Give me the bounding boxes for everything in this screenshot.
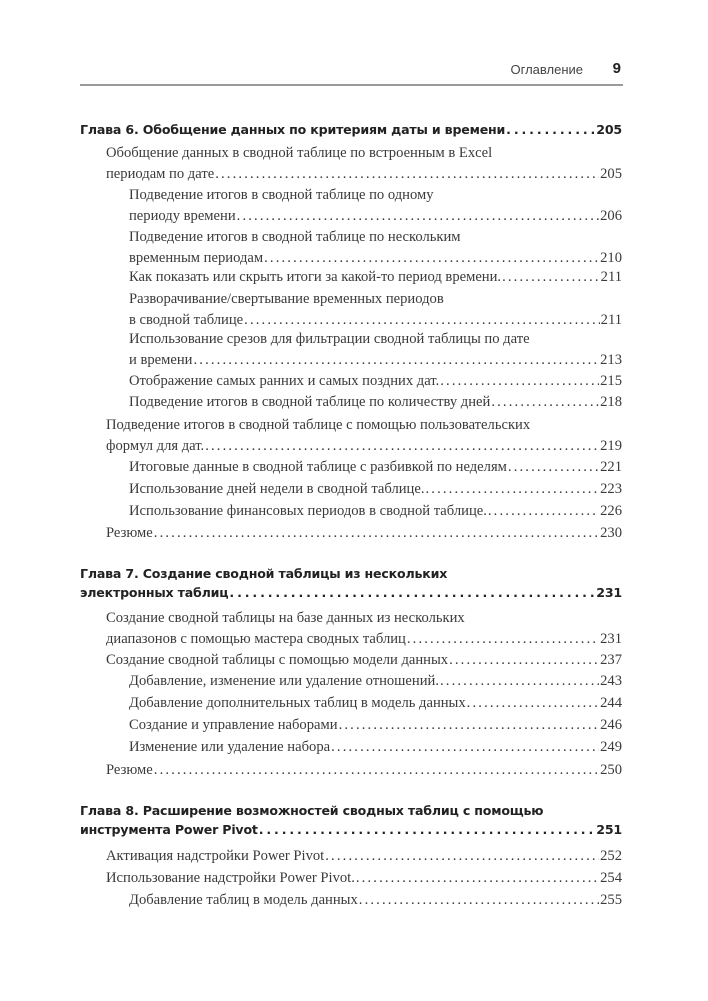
toc-page-number: 255 <box>600 892 622 908</box>
toc-entry-line <box>129 185 622 206</box>
dot-leader <box>440 371 599 392</box>
toc-entry-line <box>129 479 622 500</box>
toc-entry-title: Глава 8. Расширение возможностей сводных таблиц с помощью <box>80 803 544 818</box>
dot-leader <box>440 671 599 692</box>
toc-entry-title: временным периодам <box>129 249 264 266</box>
toc-entry-line <box>80 564 622 583</box>
toc-entry-title: формул для дат. <box>106 437 205 454</box>
toc-entry-title: Глава 6. Обобщение данных по критериям даты и времени <box>80 122 506 137</box>
dot-leader <box>229 583 595 602</box>
toc-entry-title: Резюме <box>106 762 153 778</box>
toc-entry-title: Подведение итогов в сводной таблице с помощью пользовательских <box>106 417 531 433</box>
toc-entry-line <box>106 436 622 457</box>
toc-entry-line <box>106 868 622 889</box>
toc-entry-line <box>129 248 622 269</box>
toc-page-number: 218 <box>600 394 622 410</box>
toc-entry-title: инструмента Power Pivot <box>80 822 258 837</box>
toc-entry-title: Использование финансовых периодов в сводной таблице. <box>129 503 487 519</box>
dot-leader <box>259 820 596 839</box>
toc-entry[interactable] <box>106 846 622 867</box>
toc-page-number: 231 <box>600 630 622 647</box>
header-title: Оглавление <box>510 62 583 77</box>
toc-entry-title: Резюме <box>106 525 153 541</box>
toc-page-number: 205 <box>600 165 622 182</box>
toc-entry-line <box>106 608 622 629</box>
toc-entry-line <box>106 523 622 544</box>
toc-page-number: 223 <box>600 481 622 497</box>
toc-entry[interactable] <box>129 185 622 226</box>
dot-leader <box>215 164 599 185</box>
toc-entry-line <box>106 415 622 436</box>
toc-page-number: 205 <box>596 122 622 137</box>
toc-entry-title: Активация надстройки Power Pivot <box>106 848 325 864</box>
toc-entry-title: Изменение или удаление набора <box>129 739 331 755</box>
toc-page-number: 206 <box>600 207 622 224</box>
toc-entry-title: диапазонов с помощью мастера сводных таблиц <box>106 630 406 647</box>
toc-page-number: 226 <box>600 503 622 519</box>
dot-leader <box>467 693 599 714</box>
toc-entry-line <box>106 760 622 781</box>
toc-entry[interactable] <box>129 715 622 736</box>
toc-entry[interactable] <box>106 143 622 184</box>
toc-chapter[interactable] <box>80 801 622 839</box>
toc-entry-title: Подведение итогов в сводной таблице по количеству дней <box>129 394 491 410</box>
dot-leader <box>325 846 599 867</box>
toc-page-number: 251 <box>596 822 622 837</box>
toc-entry-line <box>129 371 622 392</box>
dot-leader <box>193 350 599 371</box>
toc-entry[interactable] <box>106 523 622 544</box>
dot-leader <box>506 120 595 139</box>
dot-leader <box>502 267 600 288</box>
toc-entry[interactable] <box>129 457 622 478</box>
toc-entry-title: Отображение самых ранних и самых поздних дат. <box>129 373 440 389</box>
toc-page-number: 254 <box>600 870 622 886</box>
toc-page-number: 244 <box>600 695 622 711</box>
toc-entry-line <box>80 120 622 139</box>
dot-leader <box>264 248 599 269</box>
toc-entry-line <box>129 890 622 911</box>
toc-entry-title: Добавление дополнительных таблиц в модель данных <box>129 695 466 711</box>
toc-page-number: 237 <box>600 652 622 668</box>
toc-page-number: 221 <box>600 459 622 475</box>
toc-entry-title: Добавление, изменение или удаление отношений. <box>129 673 439 689</box>
dot-leader <box>491 392 599 413</box>
toc-entry-line <box>129 206 622 227</box>
toc-chapter[interactable] <box>80 120 622 139</box>
dot-leader <box>449 650 599 671</box>
toc-entry-line <box>129 392 622 413</box>
toc-entry[interactable] <box>129 227 622 268</box>
toc-entry-line <box>129 310 622 331</box>
toc-entry[interactable] <box>129 289 622 330</box>
toc-page-number: 250 <box>600 762 622 778</box>
toc-page-number: 211 <box>600 311 622 328</box>
toc-page-number: 210 <box>600 249 622 266</box>
toc-entry-line <box>129 267 622 288</box>
toc-entry[interactable] <box>106 650 622 671</box>
dot-leader <box>154 523 599 544</box>
toc-chapter[interactable] <box>80 564 622 602</box>
dot-leader <box>356 868 599 889</box>
toc-entry-line <box>106 650 622 671</box>
toc-page-number: 246 <box>600 717 622 733</box>
toc-entry[interactable] <box>129 371 622 392</box>
header-page-number: 9 <box>612 60 621 77</box>
toc-page-number: 230 <box>600 525 622 541</box>
toc-entry-title: Создание сводной таблицы с помощью модели данных <box>106 652 449 668</box>
running-header <box>80 60 623 86</box>
toc-entry[interactable] <box>106 415 622 456</box>
toc-entry-title: периодам по дате <box>106 165 215 182</box>
toc-entry-title: Подведение итогов в сводной таблице по одному <box>129 187 434 203</box>
toc-entry-title: электронных таблиц <box>80 585 229 600</box>
toc-entry[interactable] <box>106 868 622 889</box>
toc-entry[interactable] <box>129 501 622 522</box>
toc-entry-line <box>80 820 622 839</box>
dot-leader <box>407 629 599 650</box>
toc-entry-title: Добавление таблиц в модель данных <box>129 892 358 908</box>
toc-entry-line <box>129 227 622 248</box>
dot-leader <box>488 501 599 522</box>
toc-entry-line <box>106 846 622 867</box>
toc-entry[interactable] <box>106 760 622 781</box>
toc-page-number: 249 <box>600 739 622 755</box>
dot-leader <box>425 479 599 500</box>
toc-entry-line <box>106 629 622 650</box>
dot-leader <box>508 457 599 478</box>
toc-entry-title: Обобщение данных в сводной таблице по встроенным в Excel <box>106 145 493 161</box>
toc-entry-line <box>129 350 622 371</box>
dot-leader <box>244 310 599 331</box>
toc-entry-line <box>129 737 622 758</box>
toc-entry-title: Использование срезов для фильтрации сводной таблицы по дате <box>129 331 530 347</box>
toc-entry-line <box>129 501 622 522</box>
toc-entry-line <box>129 715 622 736</box>
toc-page-number: 219 <box>600 437 622 454</box>
dot-leader <box>339 715 600 736</box>
toc-entry-line <box>106 143 622 164</box>
toc-page-number: 211 <box>600 269 622 285</box>
toc-entry-line <box>129 671 622 692</box>
toc-entry-line <box>80 801 622 820</box>
toc-entry-title: в сводной таблице <box>129 311 244 328</box>
toc-entry-title: Создание сводной таблицы на базе данных из нескольких <box>106 610 465 626</box>
dot-leader <box>237 206 599 227</box>
toc-entry[interactable] <box>129 737 622 758</box>
toc-entry-title: Как показать или скрыть итоги за какой-то период времени. <box>129 269 502 285</box>
toc-entry[interactable] <box>129 267 622 288</box>
toc-entry-title: периоду времени <box>129 207 236 224</box>
dot-leader <box>205 436 599 457</box>
dot-leader <box>331 737 599 758</box>
toc-entry-line <box>129 329 622 350</box>
toc-entry[interactable] <box>129 671 622 692</box>
toc-entry[interactable] <box>129 890 622 911</box>
toc-entry-title: Использование надстройки Power Pivot. <box>106 870 355 886</box>
toc-entry-title: Создание и управление наборами <box>129 717 338 733</box>
toc-entry[interactable] <box>129 329 622 370</box>
toc-entry-title: Разворачивание/свертывание временных периодов <box>129 291 444 307</box>
toc-entry[interactable] <box>129 693 622 714</box>
toc-entry-title: и времени <box>129 351 193 368</box>
toc-entry-title: Итоговые данные в сводной таблице с разбивкой по неделям <box>129 459 507 475</box>
toc-page-number: 243 <box>600 673 622 689</box>
toc-page-number: 231 <box>596 585 622 600</box>
toc-entry[interactable] <box>129 479 622 500</box>
toc-page-number: 215 <box>600 373 622 389</box>
toc-entry-line <box>129 457 622 478</box>
toc-entry-title: Использование дней недели в сводной таблице. <box>129 481 425 497</box>
toc-page-number: 213 <box>600 351 622 368</box>
toc-entry-line <box>129 693 622 714</box>
toc-entry-line <box>129 289 622 310</box>
toc-entry-line <box>106 164 622 185</box>
toc-page-number: 252 <box>600 848 622 864</box>
toc-entry-title: Глава 7. Создание сводной таблицы из нескольких <box>80 566 448 581</box>
dot-leader <box>359 890 599 911</box>
toc-entry[interactable] <box>106 608 622 649</box>
toc-entry-line <box>80 583 622 602</box>
toc-entry-title: Подведение итогов в сводной таблице по нескольким <box>129 229 461 245</box>
dot-leader <box>154 760 599 781</box>
toc-entry[interactable] <box>129 392 622 413</box>
